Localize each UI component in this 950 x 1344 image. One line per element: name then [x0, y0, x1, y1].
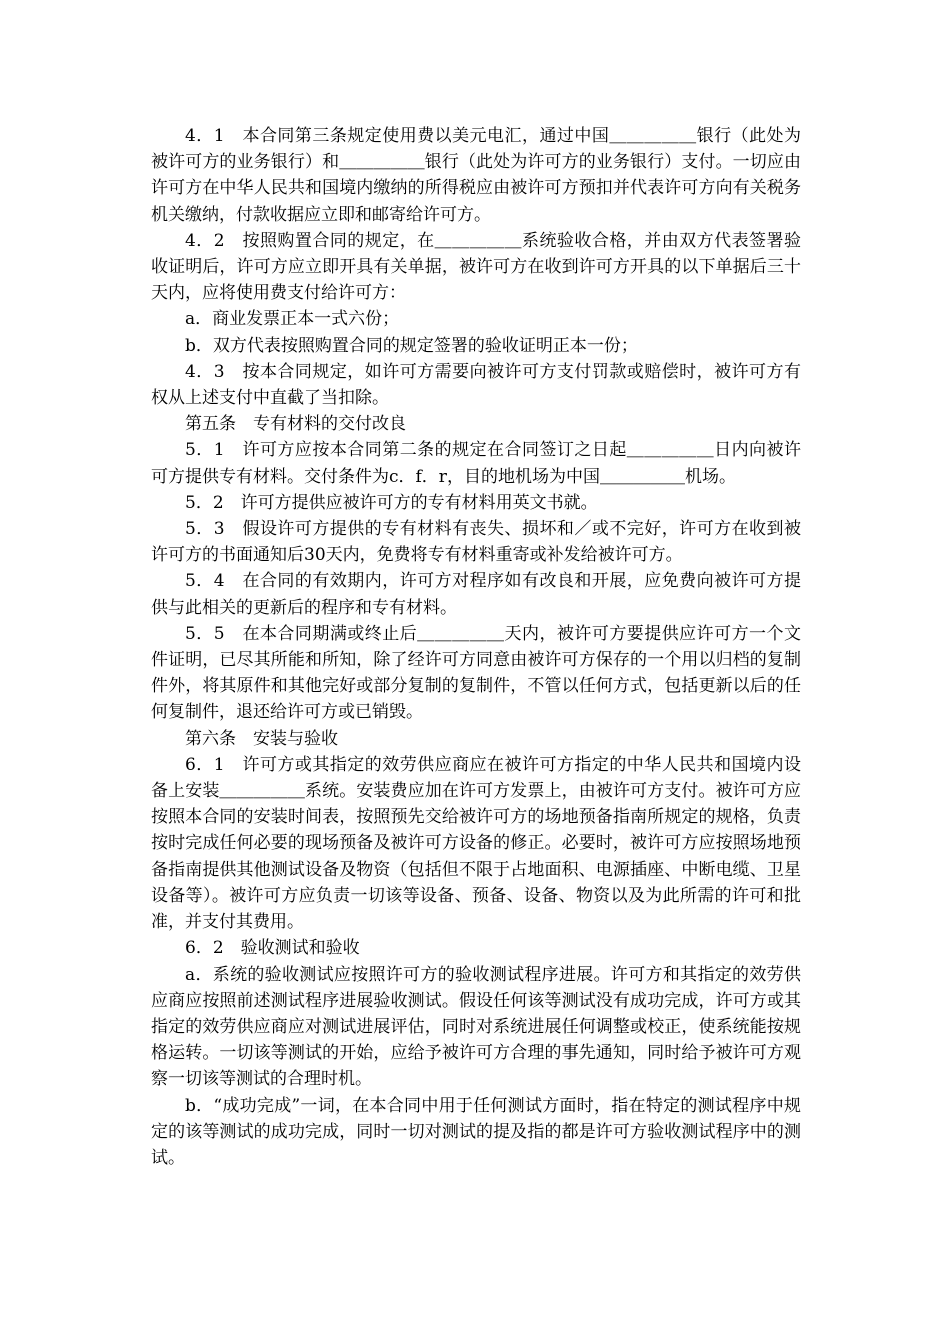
clause-5-4: 5．4 在合同的有效期内，许可方对程序如有改良和开展，应免费向被许可方提供与此相关的更新后的程序和专有材料。	[151, 571, 801, 618]
document-page	[151, 123, 801, 1171]
clause-4-2-item-a: a．商业发票正本一式六份；	[185, 309, 400, 330]
clause-6-1: 6．1 许可方或其指定的效劳供应商应在被许可方指定的中华人民共和国境内设备上安装＿＿＿＿＿系统。安装费应加在许可方发票上，由被许可方支付。被许可方应按照本合同的安装时间表，按照预先交给被许可方的场地预备指南所规定的规格，负责按时完成任何必要的现场预备及被许可方设备的修正。必要时，被许可方应按照场地预备指南提供其他测试设备及物资（包括但不限于占地面积、电源插座、中断电缆、卫星设备等）。被许可方应负责一切该等设备、预备、设备、物资以及为此所需的许可和批准，并支付其费用。	[151, 754, 801, 933]
clause-4-2-item-b: b．双方代表按照购置合同的规定签署的验收证明正本一份；	[185, 335, 638, 356]
clause-6-2-item-b: b．“成功完成”一词，在本合同中用于任何测试方面时，指在特定的测试程序中规定的该等测试的成功完成，同时一切对测试的提及指的都是许可方验收测试程序中的测试。	[151, 1095, 801, 1168]
clause-5-1: 5．1 许可方应按本合同第二条的规定在合同签订之日起＿＿＿＿＿日内向被许可方提供专有材料。交付条件为c．f．r，目的地机场为中国＿＿＿＿＿机场。	[151, 440, 801, 487]
clause-4-3: 4．3 按本合同规定，如许可方需要向被许可方支付罚款或赔偿时，被许可方有权从上述支付中直截了当扣除。	[151, 361, 801, 409]
clause-6-2-heading: 6．2 验收测试和验收	[185, 938, 360, 959]
clause-4-2: 4．2 按照购置合同的规定，在＿＿＿＿＿系统验收合格，并由双方代表签署验收证明后，许可方应立即开具有关单据，被许可方在收到许可方开具的以下单据后三十天内，应将使用费支付给许可方：	[151, 230, 801, 304]
article-6-heading: 第六条 安装与验收	[185, 728, 338, 749]
clause-5-2: 5．2 许可方提供应被许可方的专有材料用英文书就。	[185, 492, 598, 513]
article-5-heading: 第五条 专有材料的交付改良	[185, 414, 406, 435]
clause-6-2-item-a: a．系统的验收测试应按照许可方的验收测试程序进展。许可方和其指定的效劳供应商应按照前述测试程序进展验收测试。假设任何该等测试没有成功完成，许可方或其指定的效劳供应商应对测试进展评估，同时对系统进展任何调整或校正，使系统能按规格运转。一切该等测试的开始，应给予被许可方合理的事先通知，同时给予被许可方观察一切该等测试的合理时机。	[151, 964, 801, 1090]
clause-5-5: 5．5 在本合同期满或终止后＿＿＿＿＿天内，被许可方要提供应许可方一个文件证明，已尽其所能和所知，除了经许可方同意由被许可方保存的一个用以归档的复制件外，将其原件和其他完好或部分复制的复制件，不管以任何方式，包括更新以后的任何复制件，退还给许可方或已销毁。	[151, 623, 801, 723]
clause-4-1: 4．1 本合同第三条规定使用费以美元电汇，通过中国＿＿＿＿＿银行（此处为被许可方的业务银行）和＿＿＿＿＿银行（此处为许可方的业务银行）支付。一切应由许可方在中华人民共和国境内缴纳的所得税应由被许可方预扣并代表许可方向有关税务机关缴纳，付款收据应立即和邮寄给许可方。	[151, 126, 801, 225]
clause-5-3: 5．3 假设许可方提供的专有材料有丧失、损坏和／或不完好，许可方在收到被许可方的书面通知后30天内，免费将专有材料重寄或补发给被许可方。	[151, 519, 801, 566]
